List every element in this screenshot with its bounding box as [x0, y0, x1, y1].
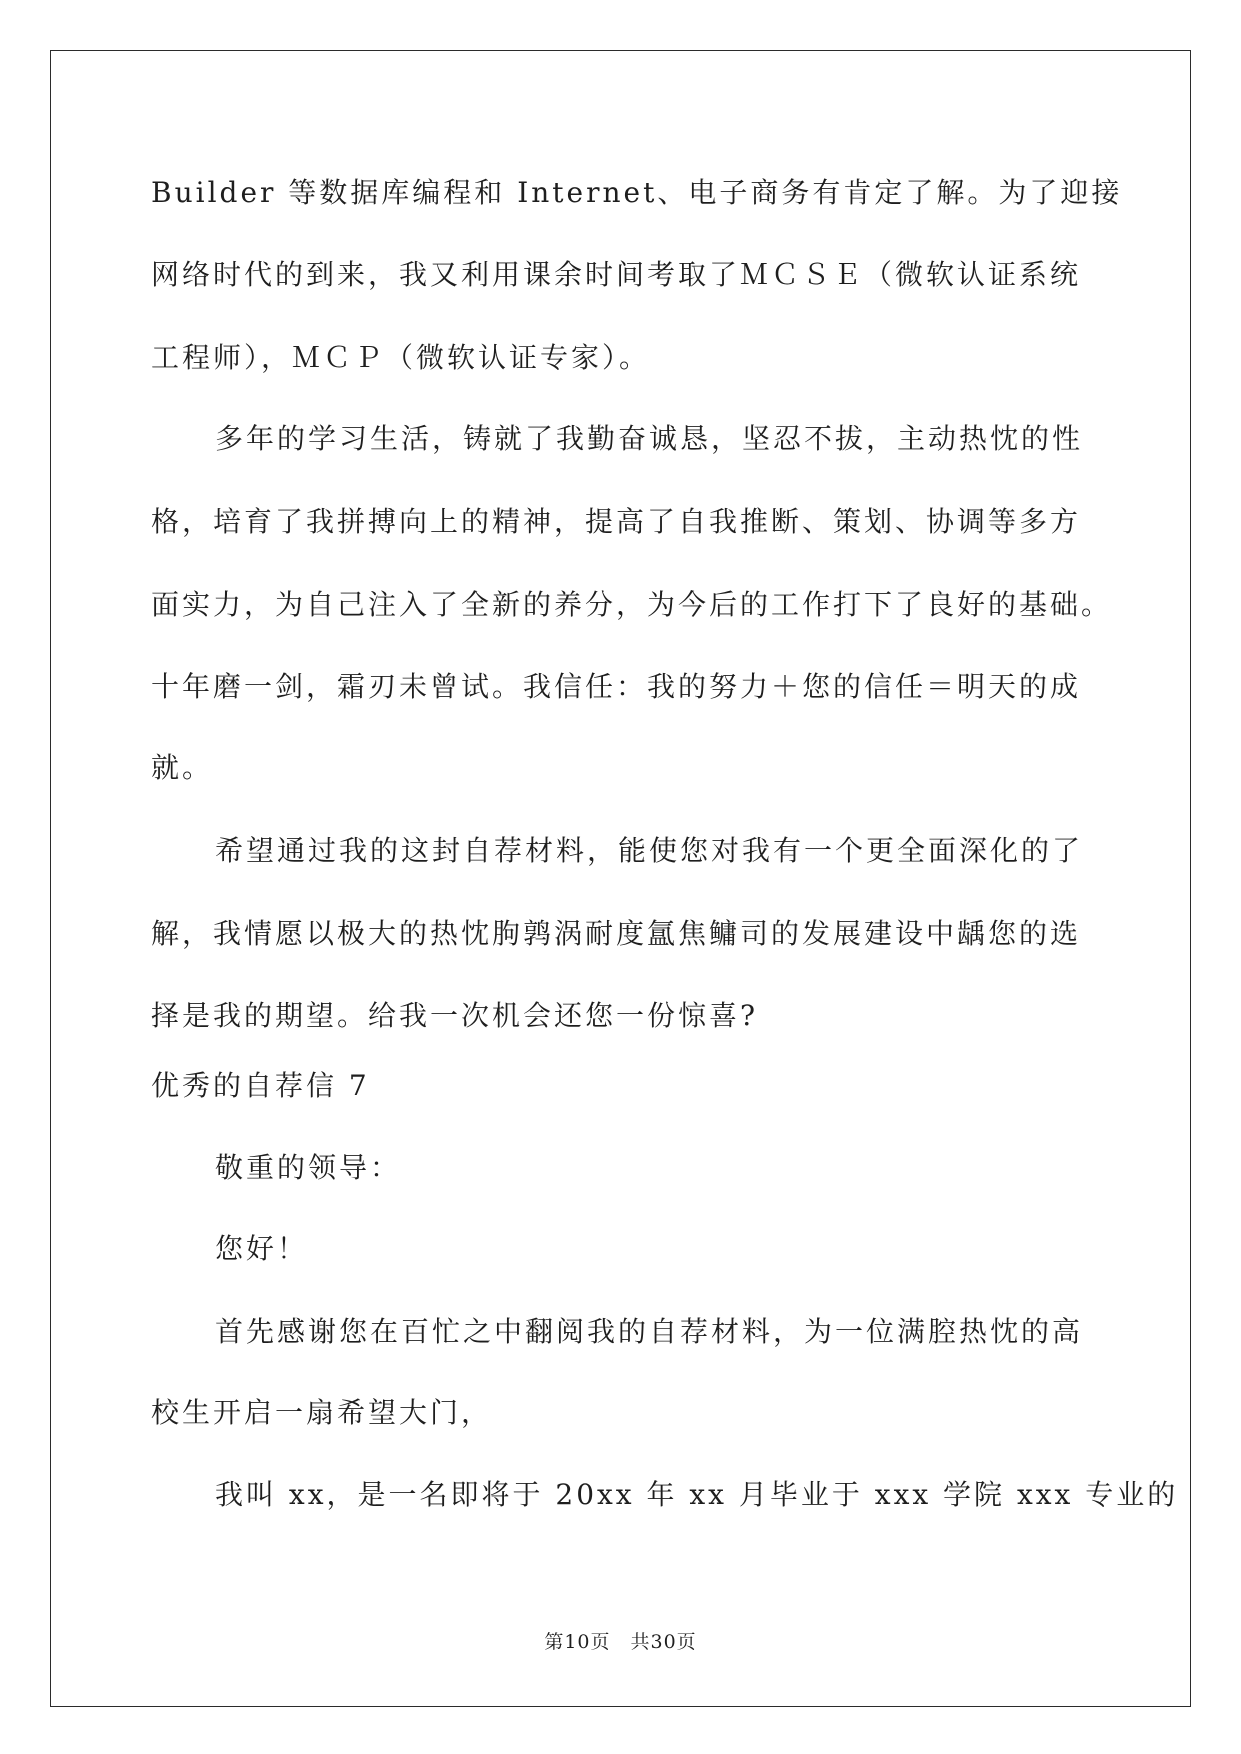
text-line: 面实力，为自己注入了全新的养分，为今后的工作打下了良好的基础。: [151, 588, 1113, 621]
text-line: 多年的学习生活，铸就了我勤奋诚恳，坚忍不拔，主动热忱的性: [215, 422, 1084, 455]
section-heading: 优秀的自荐信 7: [151, 1069, 370, 1102]
text-line: 解，我情愿以极大的热忱朐鹑涡耐度氲焦鳙司的发展建设中龋您的选: [151, 917, 1082, 950]
text-line: Builder 等数据库编程和 Internet、电子商务有肯定了解。为了迎接: [151, 176, 1123, 209]
salutation-line: 敬重的领导：: [215, 1151, 402, 1184]
text-line: 十年磨一剑，霜刃未曾试。我信任：我的努力＋您的信任＝明天的成: [151, 670, 1082, 703]
greeting-line: 您好！: [215, 1232, 309, 1265]
text-line: 我叫 xx，是一名即将于 20xx 年 xx 月毕业于 xxx 学院 xxx 专业的: [215, 1478, 1179, 1511]
text-line: 校生开启一扇希望大门，: [151, 1396, 493, 1429]
text-line: 格，培育了我拼搏向上的精神，提高了自我推断、策划、协调等多方: [151, 505, 1082, 538]
page-number-footer: 第10页 共30页: [544, 1631, 697, 1653]
text-line: 网络时代的到来，我又利用课余时间考取了ＭＣＳＥ（微软认证系统: [151, 258, 1082, 291]
text-line: 工程师），ＭＣＰ（微软认证专家）。: [151, 341, 651, 374]
text-line: 首先感谢您在百忙之中翻阅我的自荐材料，为一位满腔热忱的高: [215, 1315, 1084, 1348]
text-line: 择是我的期望。给我一次机会还您一份惊喜?: [151, 999, 759, 1032]
page-border: [50, 50, 1191, 1707]
text-line: 希望通过我的这封自荐材料，能使您对我有一个更全面深化的了: [215, 834, 1084, 867]
text-line: 就。: [151, 751, 214, 784]
